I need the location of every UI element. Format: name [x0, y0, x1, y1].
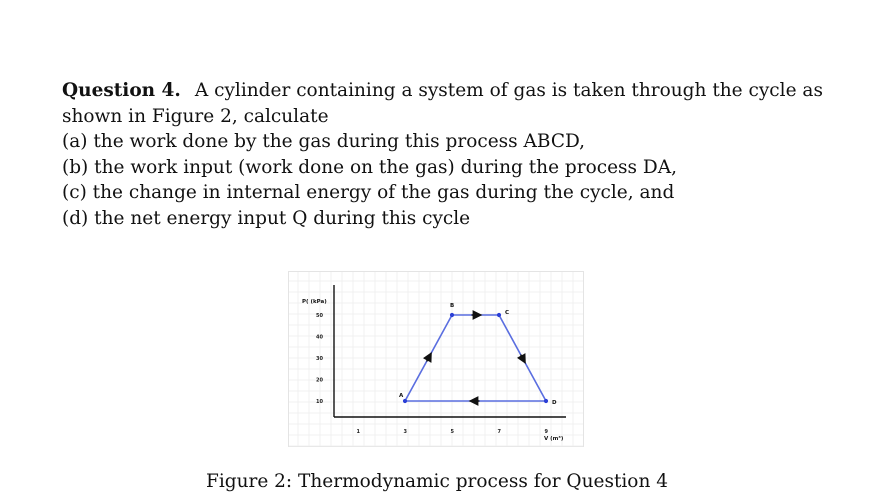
- y-tick-label: 10: [316, 399, 323, 405]
- point-label-c: C: [505, 310, 510, 316]
- figure-caption: Figure 2: Thermodynamic process for Question 4: [205, 471, 669, 492]
- question-intro-line-1: Question 4. A cylinder containing a system of gas is taken through the cycle as: [62, 80, 823, 101]
- x-axis-label: V (m³): [544, 436, 564, 442]
- point-label-d: D: [552, 400, 557, 406]
- question-part-a: (a) the work done by the gas during this process ABCD,: [62, 131, 586, 152]
- point-c: [497, 313, 501, 317]
- pv-diagram: [288, 271, 584, 447]
- y-tick-label: 30: [316, 356, 323, 362]
- y-axis-label: P( (kPa): [302, 299, 327, 305]
- x-tick-label: 7: [497, 429, 501, 435]
- question-text: [62, 78, 832, 231]
- question-part-d: (d) the net energy input Q during this cycle: [62, 207, 471, 229]
- question-part-b: (b) the work input (work done on the gas) during the process DA,: [62, 156, 677, 178]
- grid-frame: [289, 272, 584, 447]
- pv-chart: [288, 271, 584, 447]
- direction-arrow-ab: [427, 356, 430, 361]
- question-intro-line-2: shown in Figure 2, calculate: [62, 105, 329, 127]
- question-heading: Question 4.: [62, 80, 181, 101]
- x-tick-label: 9: [544, 429, 548, 435]
- direction-arrow-cd: [521, 354, 524, 359]
- y-tick-label: 40: [316, 334, 323, 341]
- point-a: [403, 399, 407, 403]
- x-tick-label: 1: [356, 429, 360, 435]
- point-d: [544, 399, 548, 403]
- x-tick-label: 5: [450, 429, 454, 435]
- y-tick-label: 50: [316, 313, 323, 319]
- point-label-b: B: [450, 303, 455, 309]
- question-part-c: (c) the change in internal energy of the gas during the cycle, and: [62, 182, 675, 203]
- point-label-a: A: [399, 393, 404, 399]
- y-tick-label: 20: [316, 377, 323, 384]
- x-tick-label: 3: [403, 429, 407, 435]
- point-b: [450, 313, 454, 317]
